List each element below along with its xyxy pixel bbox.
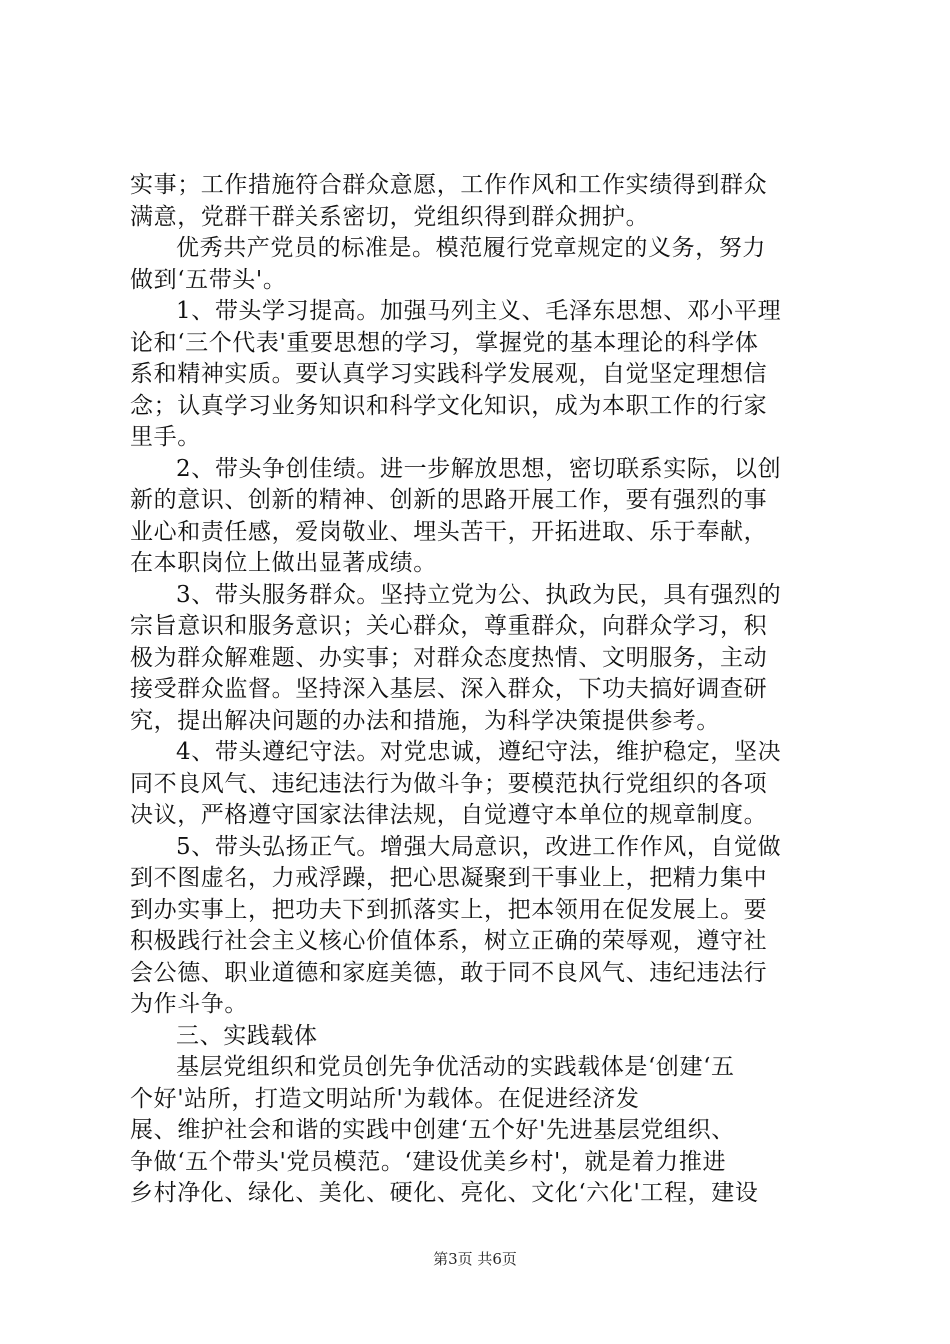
text-line: 展、维护社会和谐的实践中创建‘五个好'先进基层党组织、 bbox=[130, 1117, 735, 1143]
text-line: 乡村净化、绿化、美化、硬化、亮化、文化‘六化'工程，建设 bbox=[130, 1180, 759, 1206]
text-line: 基层党组织和党员创先争优活动的实践载体是‘创建‘五 bbox=[176, 1054, 735, 1080]
text-line: 究，提出解决问题的办法和措施，为科学决策提供参考。 bbox=[130, 707, 720, 734]
text-line: 里手。 bbox=[130, 424, 201, 450]
text-line: 业心和责任感，爱岗敬业、埋头苦干，开拓进取、乐于奉献， bbox=[130, 518, 768, 545]
text-line: 同不良风气、违纪违法行为做斗争；要模范执行党组织的各项 bbox=[130, 770, 768, 797]
text-line: 2、带头争创佳绩。进一步解放思想，密切联系实际，以创 bbox=[176, 455, 782, 482]
text-line: 会公德、职业道德和家庭美德，敢于同不良风气、违纪违法行 bbox=[130, 959, 768, 986]
text-line: 实事；工作措施符合群众意愿，工作作风和工作实绩得到群众 bbox=[130, 172, 768, 198]
text-line: 积极践行社会主义核心价值体系，树立正确的荣辱观，遵守社 bbox=[130, 928, 768, 954]
text-line: 接受群众监督。坚持深入基层、深入群众，下功夫搞好调查研 bbox=[130, 676, 768, 702]
text-line: 念；认真学习业务知识和科学文化知识，成为本职工作的行家 bbox=[130, 392, 768, 419]
text-line: 决议，严格遵守国家法律法规，自觉遵守本单位的规章制度。 bbox=[130, 802, 768, 828]
text-line: 宗旨意识和服务意识；关心群众，尊重群众，向群众学习，积 bbox=[130, 613, 768, 639]
text-line: 到办实事上，把功夫下到抓落实上，把本领用在促发展上。要 bbox=[130, 896, 768, 923]
page-number-footer: 第3页 共6页 bbox=[433, 1250, 517, 1268]
text-line: 争做‘五个带头'党员模范。‘建设优美乡村'，就是着力推进 bbox=[130, 1148, 727, 1175]
text-line: 新的意识、创新的精神、创新的思路开展工作，要有强烈的事 bbox=[130, 487, 768, 513]
document-body bbox=[130, 170, 830, 1210]
text-line: 系和精神实质。要认真学习实践科学发展观，自觉坚定理想信 bbox=[130, 361, 768, 387]
text-line: 到不图虚名，力戒浮躁，把心思凝聚到干事业上，把精力集中 bbox=[130, 865, 768, 891]
text-line: 做到‘五带头'。 bbox=[130, 266, 287, 293]
text-line: 个好'站所，打造文明站所'为载体。在促进经济发 bbox=[130, 1085, 640, 1112]
section-heading: 三、实践载体 bbox=[176, 1022, 318, 1049]
text-line: 极为群众解难题、办实事；对群众态度热情、文明服务，主动 bbox=[130, 644, 768, 671]
text-line: 优秀共产党员的标准是。模范履行党章规定的义务，努力 bbox=[176, 235, 766, 261]
text-line: 3、带头服务群众。坚持立党为公、执政为民，具有强烈的 bbox=[176, 581, 782, 608]
text-line: 论和‘三个代表'重要思想的学习，掌握党的基本理论的科学体 bbox=[130, 329, 759, 356]
text-line: 4、带头遵纪守法。对党忠诚，遵纪守法，维护稳定，坚决 bbox=[176, 739, 782, 765]
text-line: 在本职岗位上做出显著成绩。 bbox=[130, 550, 437, 576]
text-line: 为作斗争。 bbox=[130, 991, 248, 1017]
text-line: 5、带头弘扬正气。增强大局意识，改进工作作风，自觉做 bbox=[176, 833, 782, 860]
text-line: 1、带头学习提高。加强马列主义、毛泽东思想、邓小平理 bbox=[176, 298, 782, 324]
text-line: 满意，党群干群关系密切，党组织得到群众拥护。 bbox=[130, 203, 650, 230]
